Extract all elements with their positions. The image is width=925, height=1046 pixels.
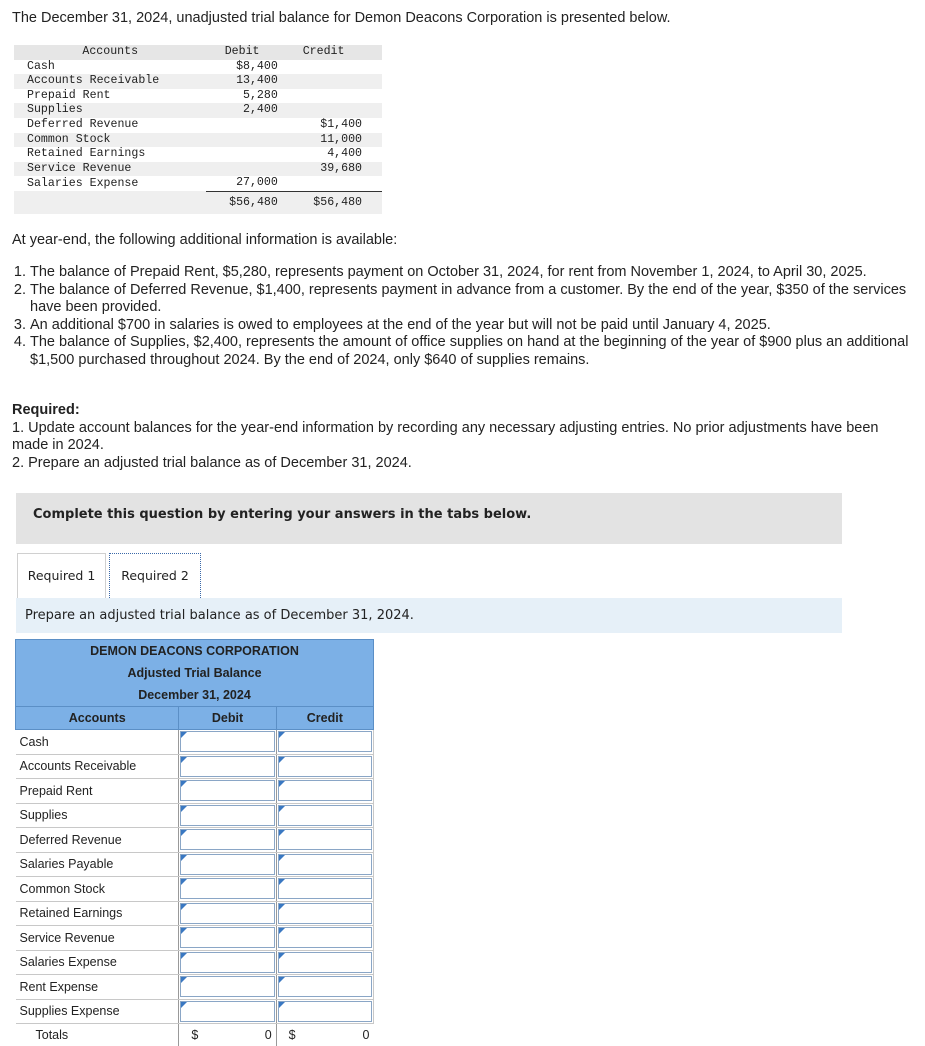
utb-account: Service Revenue: [14, 162, 206, 177]
debit-input[interactable]: [180, 731, 274, 752]
unadjusted-trial-balance: [14, 45, 382, 214]
atb-row: [16, 754, 374, 779]
col-credit: Credit: [276, 707, 373, 730]
utb-row: [14, 147, 382, 162]
col-credit: Credit: [285, 45, 382, 60]
utb-credit: [285, 103, 382, 118]
company-name: DEMON DEACONS CORPORATION: [16, 640, 374, 663]
utb-debit: [206, 147, 279, 162]
atb-account: Supplies Expense: [16, 999, 179, 1024]
utb-credit: 11,000: [285, 133, 382, 148]
credit-input[interactable]: [278, 1001, 372, 1022]
debit-total: 0: [265, 1028, 272, 1042]
debit-input[interactable]: [180, 903, 274, 924]
col-debit: Debit: [179, 707, 276, 730]
atb-account: Supplies: [16, 803, 179, 828]
credit-input[interactable]: [278, 927, 372, 948]
utb-row: [14, 176, 382, 191]
credit-input[interactable]: [278, 731, 372, 752]
credit-total-symbol: $: [289, 1028, 296, 1042]
info-item: 1. The balance of Prepaid Rent, $5,280, represents payment on October 31, 2024, for rent from November 1, 2024, to April 30, 2025.: [30, 264, 920, 282]
utb-debit: 2,400: [206, 103, 279, 118]
debit-input[interactable]: [180, 927, 274, 948]
atb-row: [16, 828, 374, 853]
debit-input[interactable]: [180, 854, 274, 875]
atb-row: [16, 926, 374, 951]
utb-debit: [206, 118, 279, 133]
debit-input[interactable]: [180, 829, 274, 850]
credit-input[interactable]: [278, 829, 372, 850]
debit-input[interactable]: [180, 878, 274, 899]
atb-row: [16, 950, 374, 975]
required-section: [12, 402, 912, 472]
atb-account: Accounts Receivable: [16, 754, 179, 779]
utb-account: Prepaid Rent: [14, 89, 206, 104]
required-heading: Required:: [12, 402, 80, 418]
additional-info-list: [14, 264, 920, 369]
atb-account: Rent Expense: [16, 975, 179, 1000]
debit-input[interactable]: [180, 976, 274, 997]
col-accounts: Accounts: [14, 45, 206, 60]
debit-input[interactable]: [180, 756, 274, 777]
utb-row: [14, 103, 382, 118]
info-item: 2. The balance of Deferred Revenue, $1,400, represents payment in advance from a customer. By the end of the year, $350 of the services have been provided.: [30, 282, 920, 317]
credit-input[interactable]: [278, 805, 372, 826]
atb-account: Common Stock: [16, 877, 179, 902]
credit-input[interactable]: [278, 976, 372, 997]
adjusted-trial-balance-form: [15, 639, 374, 1046]
utb-account: Retained Earnings: [14, 147, 206, 162]
totals-label: Totals: [16, 1024, 179, 1046]
debit-input[interactable]: [180, 780, 274, 801]
prompt-text: Prepare an adjusted trial balance as of December 31, 2024.: [25, 608, 414, 623]
required-item-1: 1. Update account balances for the year-end information by recording any necessary adjusting entries. No prior adjustments have been made in 2024.: [12, 420, 878, 454]
debit-input[interactable]: [180, 952, 274, 973]
utb-debit: 13,400: [206, 74, 279, 89]
utb-credit: [285, 176, 382, 191]
atb-account: Deferred Revenue: [16, 828, 179, 853]
atb-totals-row: [16, 1024, 374, 1046]
utb-credit-total: $56,480: [285, 191, 382, 214]
credit-input[interactable]: [278, 903, 372, 924]
tab-prompt: [16, 598, 842, 633]
utb-credit: [285, 89, 382, 104]
atb-row: [16, 901, 374, 926]
atb-row: [16, 877, 374, 902]
utb-row: [14, 74, 382, 89]
utb-credit: 39,680: [285, 162, 382, 177]
utb-debit: [206, 133, 279, 148]
atb-account: Prepaid Rent: [16, 779, 179, 804]
statement-date: December 31, 2024: [16, 684, 374, 707]
utb-debit-total: $56,480: [206, 191, 279, 214]
utb-account: Salaries Expense: [14, 176, 206, 191]
utb-row: [14, 162, 382, 177]
utb-debit: 27,000: [206, 176, 279, 191]
credit-input[interactable]: [278, 878, 372, 899]
utb-credit: [285, 74, 382, 89]
credit-input[interactable]: [278, 756, 372, 777]
utb-row: [14, 118, 382, 133]
credit-input[interactable]: [278, 780, 372, 801]
utb-credit: 4,400: [285, 147, 382, 162]
info-item: 4. The balance of Supplies, $2,400, represents the amount of office supplies on hand at the beginning of the year of $900 plus an additional $1,500 purchased throughout 2024. By the end of 2024, only $640 of supplies remains.: [30, 334, 920, 369]
atb-account: Service Revenue: [16, 926, 179, 951]
utb-account: Accounts Receivable: [14, 74, 206, 89]
utb-account: Cash: [14, 60, 206, 75]
instructions-text: Complete this question by entering your answers in the tabs below.: [33, 507, 531, 522]
atb-row: [16, 975, 374, 1000]
utb-row: [14, 60, 382, 75]
utb-credit: [285, 60, 382, 75]
utb-row: [14, 89, 382, 104]
utb-account: Deferred Revenue: [14, 118, 206, 133]
atb-row: [16, 779, 374, 804]
debit-input[interactable]: [180, 805, 274, 826]
utb-row: [14, 133, 382, 148]
atb-account: Cash: [16, 730, 179, 755]
utb-debit: 5,280: [206, 89, 279, 104]
debit-total-symbol: $: [191, 1028, 198, 1042]
tab-required-2[interactable]: Required 2: [109, 553, 201, 598]
tab-required-1[interactable]: Required 1: [17, 553, 106, 598]
credit-total: 0: [363, 1028, 370, 1042]
utb-debit: $8,400: [206, 60, 279, 75]
available-text: At year-end, the following additional information is available:: [12, 232, 397, 248]
debit-input[interactable]: [180, 1001, 274, 1022]
statement-title: Adjusted Trial Balance: [16, 662, 374, 684]
atb-row: [16, 852, 374, 877]
atb-row: [16, 803, 374, 828]
instructions-panel: [16, 493, 842, 544]
required-item-2: 2. Prepare an adjusted trial balance as of December 31, 2024.: [12, 455, 412, 471]
atb-account: Retained Earnings: [16, 901, 179, 926]
credit-input[interactable]: [278, 952, 372, 973]
intro-text: The December 31, 2024, unadjusted trial balance for Demon Deacons Corporation is presented below.: [12, 10, 671, 26]
utb-credit: $1,400: [285, 118, 382, 133]
col-debit: Debit: [206, 45, 279, 60]
utb-account: Common Stock: [14, 133, 206, 148]
utb-totals-row: [14, 191, 382, 214]
credit-input[interactable]: [278, 854, 372, 875]
atb-row: [16, 730, 374, 755]
atb-row: [16, 999, 374, 1024]
utb-account: Supplies: [14, 103, 206, 118]
atb-account: Salaries Expense: [16, 950, 179, 975]
atb-account: Salaries Payable: [16, 852, 179, 877]
utb-debit: [206, 162, 279, 177]
col-accounts: Accounts: [16, 707, 179, 730]
info-item: 3. An additional $700 in salaries is owed to employees at the end of the year but will not be paid until January 4, 2025.: [30, 317, 920, 335]
